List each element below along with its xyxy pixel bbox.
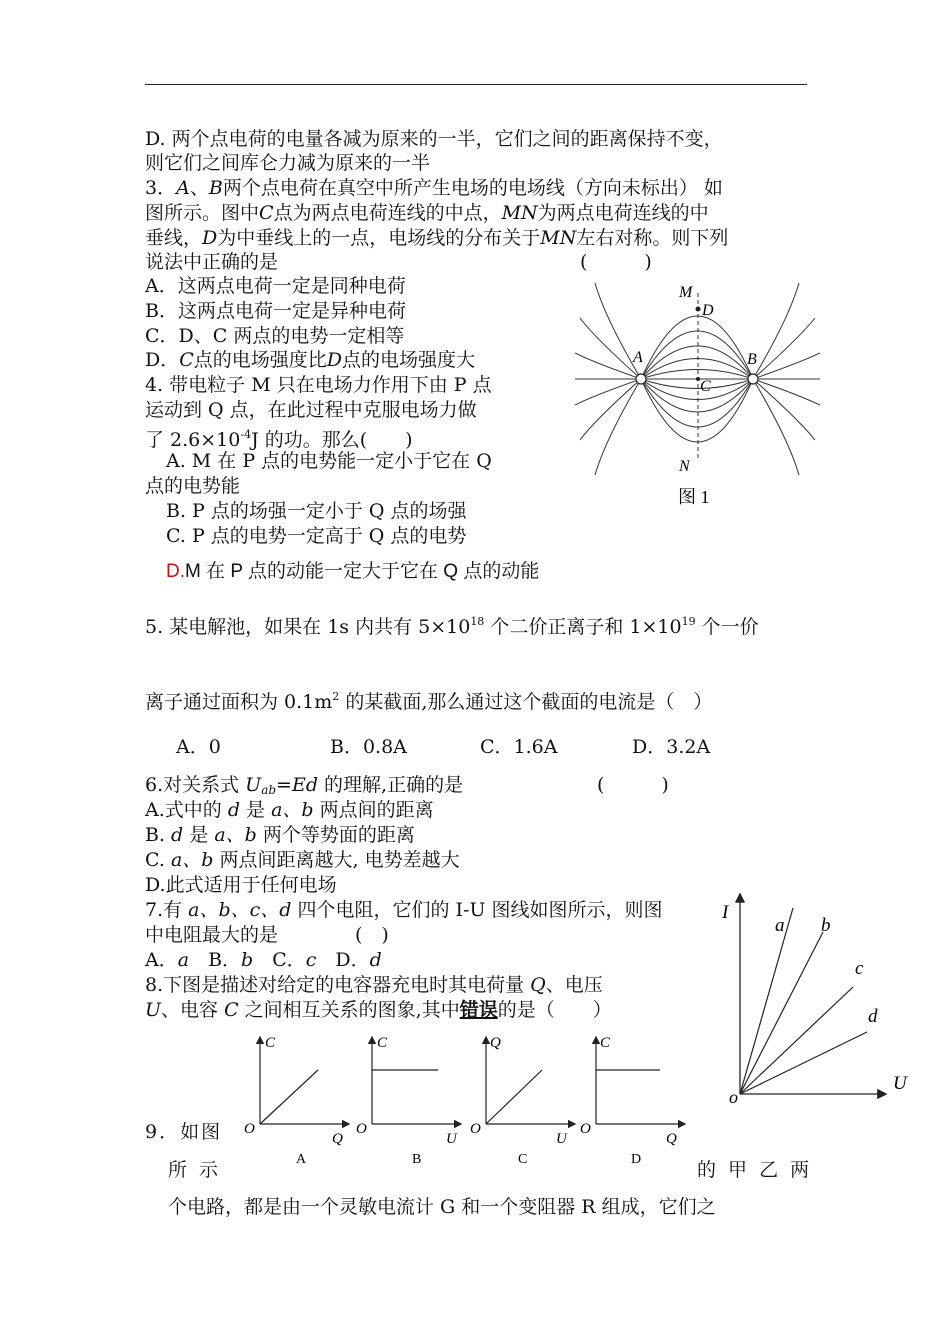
q8-graph-c: [470, 1035, 574, 1167]
q2-option-d-line1: D. 两个点电荷的电量各减为原来的一半，它们之间的距离保持不变，: [145, 128, 723, 150]
q5-option-a: A．0: [176, 736, 221, 758]
svg-text:U: U: [446, 1131, 457, 1147]
q4-option-b: B. P 点的场强一定小于 Q 点的场强: [166, 500, 467, 522]
svg-text:U: U: [556, 1131, 567, 1147]
iu-graph: [715, 890, 920, 1110]
q4-option-a-line1: A. M 在 P 点的电势能一定小于它在 Q: [166, 450, 492, 472]
q3-stem-line2: 图所示。图中C点为两点电荷连线的中点，MN为两点电荷连线的中: [145, 202, 709, 224]
svg-text:O: O: [580, 1121, 591, 1137]
q4-option-a-line2: 点的电势能: [145, 475, 241, 497]
label-n: N: [679, 458, 690, 475]
q4-stem-line2: 运动到 Q 点，在此过程中克服电场力做: [145, 399, 477, 421]
q9-stem-line1: 9．如图: [145, 1121, 223, 1143]
origin-label: o: [729, 1087, 738, 1107]
q8-graphs: [240, 1030, 690, 1170]
q5-stem-line2: 离子通过面积为 $0.1m^2$ 的某截面,那么通过这个截面的电流是（ ）: [145, 690, 713, 713]
label-b: B: [747, 351, 757, 368]
q5-option-b: B．0.8A: [330, 736, 407, 758]
line-b-label: b: [821, 915, 831, 936]
q4-stem-line3: 了 $2.6\times 10^{-4}J$ 的功。那么( ): [145, 428, 413, 451]
svg-text:Q: Q: [332, 1131, 343, 1147]
q4-stem-line1: 4. 带电粒子 M 只在电场力作用下由 P 点: [145, 374, 492, 396]
label-m: M: [679, 284, 693, 301]
q3-option-c: C．D、C 两点的电势一定相等: [145, 325, 405, 347]
svg-text:C: C: [518, 1152, 528, 1167]
svg-text:C: C: [600, 1035, 611, 1051]
q7-options: A．a B．b C．c D．d: [145, 949, 382, 971]
q8-graph-b: [356, 1035, 460, 1167]
q3-option-a: A．这两点电荷一定是同种电荷: [145, 275, 406, 297]
svg-text:Q: Q: [666, 1131, 677, 1147]
q9-stem-line2-right: 的 甲 乙 两: [697, 1159, 813, 1181]
q6-option-a: A.式中的 d 是 a、b 两点间的距离: [145, 799, 434, 821]
line-a-label: a: [775, 915, 785, 936]
svg-text:Q: Q: [490, 1035, 501, 1051]
q8-stem-line2: U、电容 C 之间相互关系的图象,其中错误的是（ ）: [145, 999, 612, 1021]
q3-stem-line4: 说法中正确的是: [145, 251, 279, 273]
q8-graph-d: [580, 1035, 684, 1167]
axis-u-label: U: [893, 1073, 907, 1094]
svg-text:O: O: [356, 1121, 367, 1137]
axis-i-label: I: [722, 902, 729, 923]
field-line-figure: [575, 278, 820, 513]
q9-stem-line2-left: 所 示: [168, 1159, 222, 1181]
q6-answer-paren: ( ): [597, 774, 669, 796]
q8-graph-a: [244, 1035, 348, 1167]
label-d: D: [702, 302, 714, 319]
figure-caption: 图 1: [678, 487, 710, 507]
q2-option-d-line2: 则它们之间库仑力减为原来的一半: [145, 152, 431, 174]
line-c-label: c: [855, 958, 864, 979]
label-c: C: [700, 378, 711, 395]
svg-text:C: C: [377, 1035, 388, 1051]
q7-stem-line2: 中电阻最大的是: [145, 924, 279, 946]
svg-text:B: B: [412, 1152, 422, 1167]
svg-text:O: O: [470, 1121, 481, 1137]
q7-answer-paren: ( ): [355, 924, 389, 946]
svg-text:O: O: [244, 1121, 255, 1137]
q4-option-d: D.M 在 P 点的动能一定大于它在 Q 点的动能: [166, 561, 540, 582]
q6-option-d: D.此式适用于任何电场: [145, 874, 337, 896]
header-rule: [145, 84, 807, 85]
q9-stem-line3: 个电路，都是由一个灵敏电流计 G 和一个变阻器 R 组成，它们之: [168, 1196, 716, 1218]
q3-option-b: B．这两点电荷一定是异种电荷: [145, 300, 406, 322]
q3-option-d: D．C点的电场强度比D点的电场强度大: [145, 349, 476, 371]
svg-text:D: D: [631, 1152, 642, 1167]
q4-option-c: C. P 点的电势一定高于 Q 点的电势: [166, 525, 467, 547]
q6-option-b: B. d 是 a、b 两个等势面的距离: [145, 824, 415, 846]
q8-stem-line1: 8.下图是描述对给定的电容器充电时其电荷量 Q、电压: [145, 974, 603, 996]
q7-stem-line1: 7.有 a、b、c、d 四个电阻，它们的 I-U 图线如图所示，则图: [145, 899, 663, 921]
line-d-label: d: [868, 1006, 878, 1027]
q5-stem-line1: 5. 某电解池，如果在 1s 内共有 $5\times 10^{18}$ 个二价正离子和 $1\times 10^{19}$ 个一价: [145, 615, 759, 638]
q6-stem: 6.对关系式 $U_{ab}=Ed$ 的理解,正确的是: [145, 774, 464, 797]
svg-text:C: C: [265, 1035, 276, 1051]
q5-option-c: C．1.6A: [480, 736, 558, 758]
q3-answer-paren: ( ): [580, 251, 652, 273]
label-a: A: [633, 349, 643, 366]
q5-option-d: D．3.2A: [632, 736, 711, 758]
svg-text:A: A: [296, 1152, 307, 1167]
q3-stem-line3: 垂线，D为中垂线上的一点，电场线的分布关于MN左右对称。则下列: [145, 227, 729, 249]
q6-option-c: C. a、b 两点间距离越大, 电势差越大: [145, 849, 460, 871]
q3-stem-line1: 3．A、B两个点电荷在真空中所产生电场的电场线（方向未标出） 如: [145, 177, 723, 199]
